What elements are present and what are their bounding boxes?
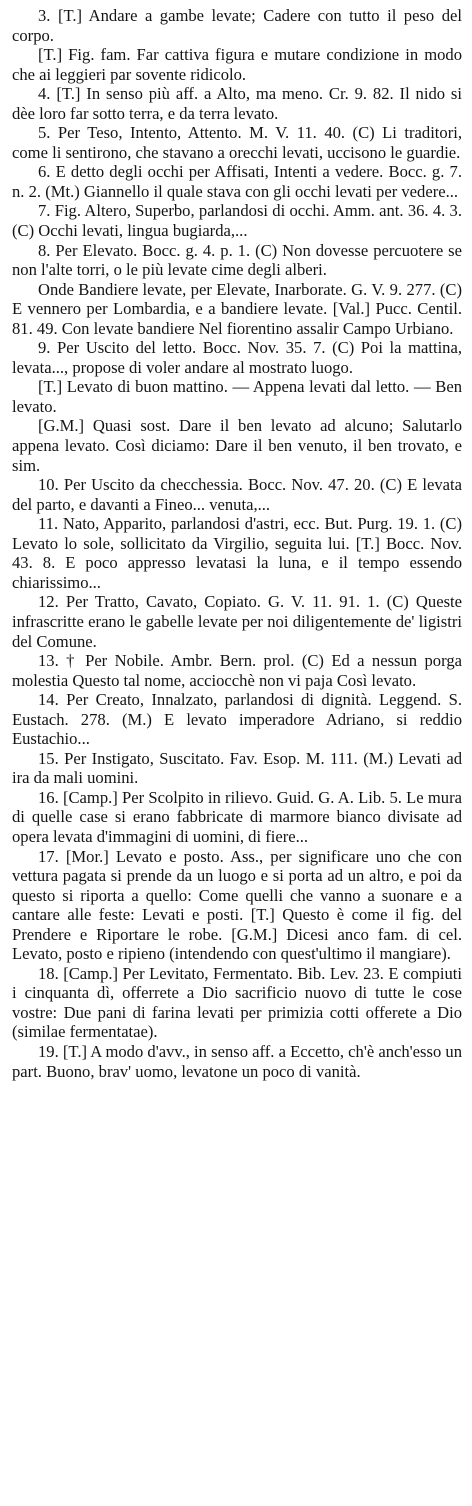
entry-paragraph xyxy=(12,847,462,964)
entry-paragraph xyxy=(12,123,462,162)
entry-paragraph xyxy=(12,377,462,416)
paragraph-text: [G.M.] Quasi sost. Dare il ben levato ad alcuno; Salutarlo appena levato. Così diciamo: Dare il ben venuto, il ben trovato, e sim. xyxy=(12,416,462,475)
paragraph-text: 16. [Camp.] Per Scolpito in rilievo. Guid. G. A. Lib. 5. Le mura di quelle case si erano fabbricate di marmore bianco divisate ad opera levata d'immagini di uomini, di fiere... xyxy=(12,787,462,846)
entry-paragraph xyxy=(12,592,462,651)
paragraph-text: 12. Per Tratto, Cavato, Copiato. G. V. 11. 91. 1. (C) Queste infrascritte erano le gabelle levate per noi diligentemente de' ligistri del Comune. xyxy=(12,592,462,651)
paragraph-text: 7. Fig. Altero, Superbo, parlandosi di occhi. Amm. ant. 36. 4. 3. (C) Occhi levati, lingua bugiarda,... xyxy=(12,201,462,241)
paragraph-text: 8. Per Elevato. Bocc. g. 4. p. 1. (C) Non dovesse percuotere se non l'alte torri, o le più levate cime degli alberi. xyxy=(12,240,462,280)
entry-paragraph xyxy=(12,84,462,123)
entry-paragraph xyxy=(12,416,462,475)
entry-paragraph xyxy=(12,241,462,280)
entry-paragraph xyxy=(12,964,462,1042)
paragraph-text: 11. Nato, Apparito, parlandosi d'astri, ecc. But. Purg. 19. 1. (C) Levato lo sole, sollicitato da Virgilio, seguita lui. [T.] Bocc. Nov. 43. 8. E poco appresso levatasi la luna, e il tempo essendo chiarissimo... xyxy=(12,514,462,592)
paragraph-text: 10. Per Uscito da checchessia. Bocc. Nov. 47. 20. (C) E levata del parto, e davanti a Fineo... venuta,... xyxy=(12,475,462,514)
paragraph-text: 9. Per Uscito del letto. Bocc. Nov. 35. 7. (C) Poi la mattina, levata..., propose di voler andare al mostrato luogo. xyxy=(12,338,462,377)
entry-paragraph xyxy=(12,201,462,240)
paragraph-text: [T.] Fig. fam. Far cattiva figura e mutare condizione in modo che ai leggieri par sovente ridicolo. xyxy=(12,45,462,84)
entry-paragraph xyxy=(12,162,462,201)
entry-paragraph xyxy=(12,45,462,84)
entry-paragraph xyxy=(12,338,462,377)
paragraph-text: 5. Per Teso, Intento, Attento. M. V. 11. 40. (C) Li traditori, come li sentirono, che stavano a orecchi levati, uccisono le guardie. xyxy=(12,123,462,162)
entry-paragraph xyxy=(12,280,462,339)
entry-paragraph xyxy=(12,788,462,847)
paragraph-text: 3. [T.] Andare a gambe levate; Cadere con tutto il peso del corpo. xyxy=(12,6,462,45)
entry-paragraph xyxy=(12,690,462,749)
entry-paragraph xyxy=(12,6,462,45)
entry-paragraph xyxy=(12,475,462,514)
paragraph-text: [T.] Levato di buon mattino. — Appena levati dal letto. — Ben levato. xyxy=(12,377,462,416)
paragraph-text: 15. Per Instigato, Suscitato. Fav. Esop. M. 111. (M.) Levati ad ira da mali uomini. xyxy=(12,748,462,788)
paragraph-text: 13. † Per Nobile. Ambr. Bern. prol. (C) Ed a nessun porga molestia Questo tal nome, acciocchè non vi paja Così levato. xyxy=(12,651,462,690)
paragraph-text: 6. E detto degli occhi per Affisati, Intenti a vedere. Bocc. g. 7. n. 2. (Mt.) Giannello il quale stava con gli occhi levati per vedere... xyxy=(12,162,462,201)
paragraph-text: 17. [Mor.] Levato e posto. Ass., per significare uno che con vettura pagata si prende da un luogo e si porta ad un altro, e poi da questo si riporta a quello: Come quelli che vanno a suonare e a cantare alle feste: Levati e posti. [T.] Questo è come il fig. del Prendere e Riportare le robe. [G.M.] Dicesi anco fam. di cel. Levato, posto e ripieno (intendendo con quest'ultimo il mangiare). xyxy=(12,846,462,964)
paragraph-text: 19. [T.] A modo d'avv., in senso aff. a Eccetto, ch'è anch'esso un part. Buono, brav' uomo, levatone un poco di vanità. xyxy=(12,1041,462,1081)
paragraph-text: 18. [Camp.] Per Levitato, Fermentato. Bib. Lev. 23. E compiuti i cinquanta dì, offerrete a Dio sacrificio nuovo di tutte le cose vostre: Due pani di farina levati per primizia cotti offerete a Dio (similae fermentatae). xyxy=(12,963,462,1042)
paragraph-text: Onde Bandiere levate, per Elevate, Inarborate. G. V. 9. 277. (C) E vennero per Lombardia, e a bandiere levate. [Val.] Pucc. Centil. 81. 49. Con levate bandiere Nel fiorentino assalir Campo Urbiano. xyxy=(12,279,462,338)
entry-paragraph xyxy=(12,749,462,788)
entry-paragraph xyxy=(12,651,462,690)
entry-paragraph xyxy=(12,1042,462,1081)
paragraph-text: 14. Per Creato, Innalzato, parlandosi di dignità. Leggend. S. Eustach. 278. (M.) E levato imperadore Adriano, si reddio Eustachio... xyxy=(12,690,462,749)
paragraph-text: 4. [T.] In senso più aff. a Alto, ma meno. Cr. 9. 82. Il nido si dèe loro far sotto terra, e da terra levato. xyxy=(12,84,462,123)
entry-paragraph xyxy=(12,514,462,592)
